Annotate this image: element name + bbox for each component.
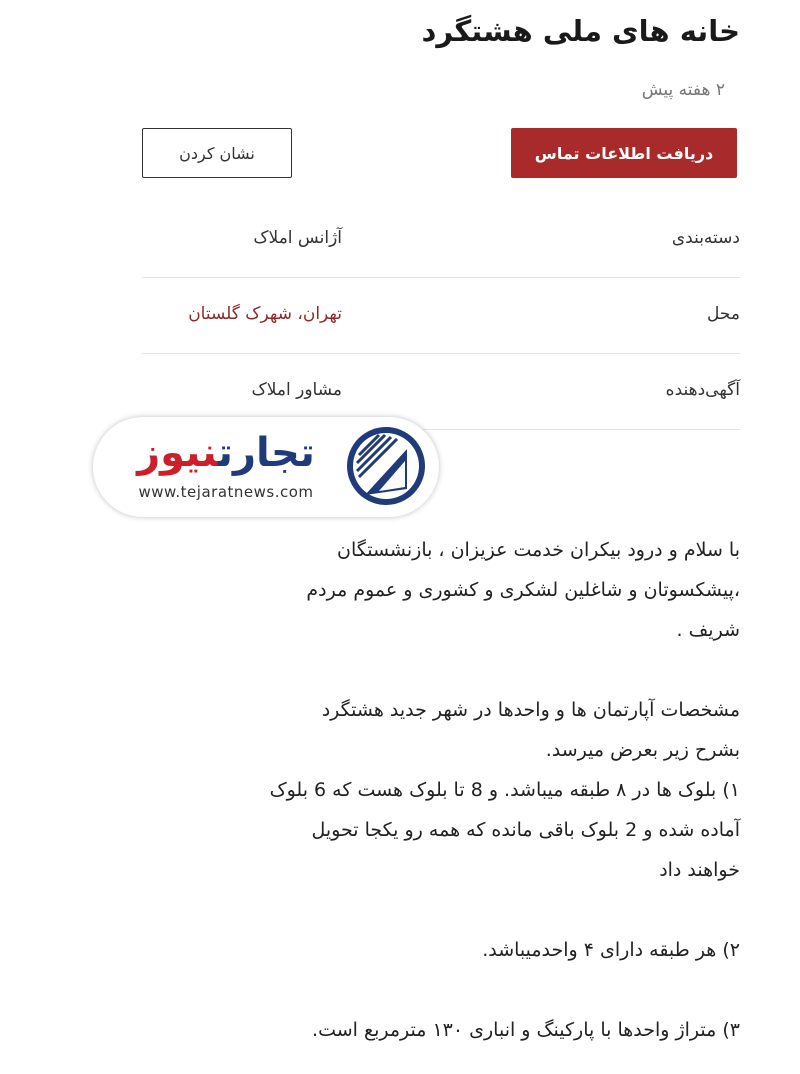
posted-time: ۲ هفته پیش: [641, 80, 725, 100]
description-line: ،پیشکسوتان و شاغلین لشکری و کشوری و عموم مردم: [306, 579, 740, 601]
description-line: با سلام و درود بیکران خدمت عزیزان ، بازنشستگان: [336, 539, 740, 561]
listing-description: [150, 530, 740, 1050]
description-item-3: ۳) متراژ واحدها با پارکینگ و انباری ۱۳۰ مترمربع است.: [312, 1019, 740, 1041]
detail-row-category: [142, 202, 740, 278]
detail-value: آژانس املاک: [253, 228, 342, 248]
logo-url: www.tejaratnews.com: [138, 483, 314, 501]
description-line: ۱) بلوک ها در ۸ طبقه میباشد. و 8 تا بلوک هست که 6 بلوک: [269, 779, 740, 801]
bookmark-button[interactable]: نشان کردن: [142, 128, 292, 178]
tejaratnews-watermark: [93, 417, 439, 517]
get-contact-info-button[interactable]: دریافت اطلاعات تماس: [511, 128, 737, 178]
description-line: بشرح زیر بعرض میرسد.: [545, 739, 740, 761]
detail-value: مشاور املاک: [251, 380, 342, 400]
detail-key: آگهی‌دهنده: [665, 380, 740, 400]
description-line: مشخصات آپارتمان ها و واحدها در شهر جدید هشتگرد: [321, 699, 740, 721]
description-line: شریف .: [676, 619, 740, 641]
listing-details: [142, 202, 740, 430]
listing-title: خانه های ملی هشتگرد: [421, 14, 740, 48]
logo-wordmark: [111, 427, 341, 479]
description-line: آماده شده و 2 بلوک باقی مانده که همه رو یکجا تحویل: [311, 819, 740, 841]
description-line: خواهند داد: [659, 859, 740, 881]
tejaratnews-emblem-icon: [345, 425, 427, 507]
location-link[interactable]: تهران، شهرک گلستان: [188, 304, 342, 324]
description-item-2: ۲) هر طبقه دارای ۴ واحدمیباشد.: [482, 939, 740, 961]
logo-word-news: نیوز: [137, 430, 218, 476]
detail-key: دسته‌بندی: [671, 228, 740, 248]
detail-row-location: [142, 278, 740, 354]
detail-key: محل: [707, 304, 740, 324]
logo-word-tejarat: تجارت: [217, 430, 315, 476]
